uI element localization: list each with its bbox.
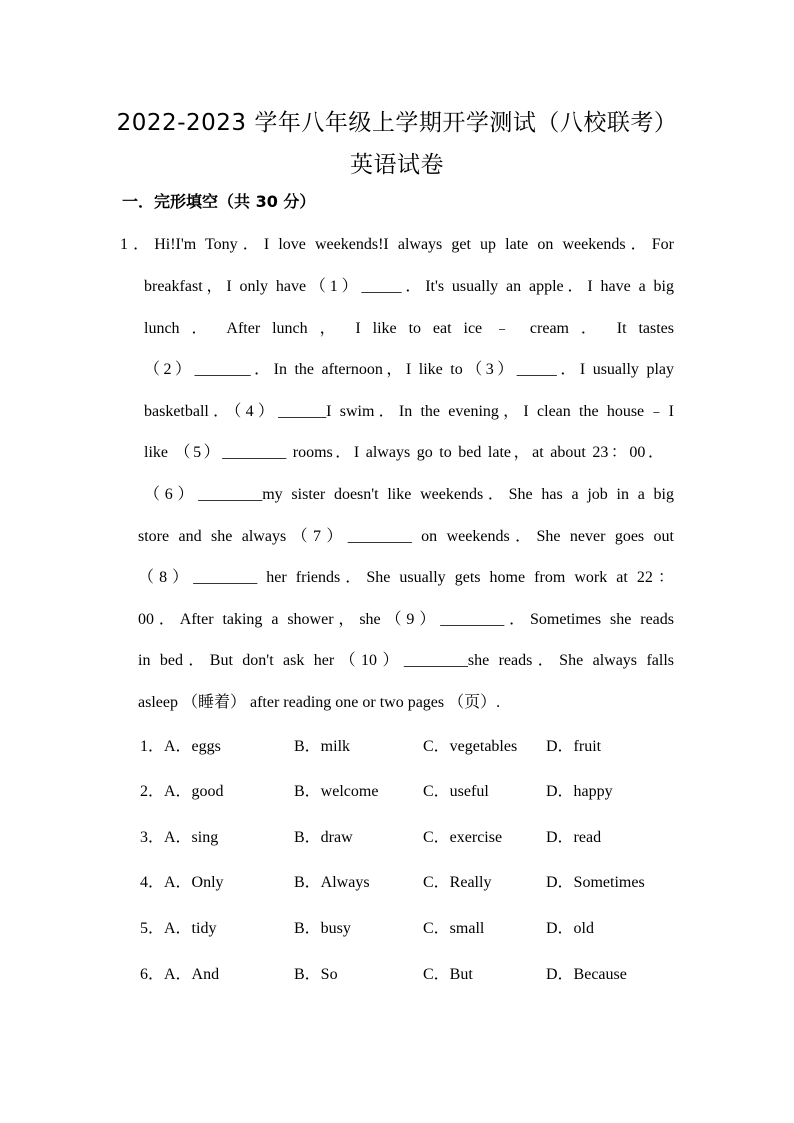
option-d: D．happy [546, 783, 613, 800]
passage-line: 00．After taking a shower，she（9）________．Sometimes she reads [138, 611, 674, 628]
option-b: B．So [294, 966, 338, 983]
question-number: 1． [140, 738, 165, 755]
passage-line: store and she always（7）________ on weekends．She never goes out [138, 528, 674, 545]
question-number: 5． [140, 920, 165, 937]
option-a: A．eggs [164, 738, 221, 755]
option-a: A．sing [164, 829, 219, 846]
passage-line: like （5）________ rooms．I always go to bed late，at about 23：00． [144, 444, 664, 461]
option-b: B．welcome [294, 783, 379, 800]
section-heading: 一．完形填空（共 30 分） [122, 192, 316, 211]
question-number: 6． [140, 966, 165, 983]
passage-line: in bed．But don't ask her（10）________she reads．She always falls [138, 652, 674, 669]
passage-line: 1．Hi!I'm Tony．I love weekends!I always get up late on weekends．For [120, 236, 674, 253]
option-c: C．But [423, 966, 473, 983]
exam-title: 2022-2023 学年八年级上学期开学测试（八校联考） [116, 110, 678, 136]
option-a: A．And [164, 966, 220, 983]
question-number: 3． [140, 829, 165, 846]
option-b: B．busy [294, 920, 351, 937]
option-d: D．fruit [546, 738, 602, 755]
option-c: C．vegetables [423, 738, 518, 755]
question-options [0, 961, 794, 985]
exam-subtitle: 英语试卷 [350, 152, 444, 178]
question-number: 4． [140, 874, 165, 891]
question-options [0, 733, 794, 757]
option-a: A．tidy [164, 920, 217, 937]
question-options [0, 915, 794, 939]
option-a: A．Only [164, 874, 224, 891]
passage-line: （8）________ her friends．She usually gets home from work at 22： [138, 569, 674, 586]
option-c: C．small [423, 920, 485, 937]
question-options [0, 869, 794, 893]
option-d: D．Sometimes [546, 874, 645, 891]
option-b: B．Always [294, 874, 370, 891]
passage-line: basketball．（4）______I swim．In the evening，I clean the house﹣I [144, 403, 674, 420]
option-c: C．Really [423, 874, 492, 891]
option-d: D．read [546, 829, 602, 846]
question-number: 2． [140, 783, 165, 800]
option-d: D．old [546, 920, 595, 937]
option-b: B．draw [294, 829, 353, 846]
question-options [0, 778, 794, 802]
passage-line: asleep （睡着） after reading one or two pages （页）. [138, 694, 501, 711]
option-d: D．Because [546, 966, 627, 983]
passage-line: breakfast，I only have（1）_____．It's usually an apple．I have a big [144, 278, 674, 295]
passage-line: （6）________my sister doesn't like weekends．She has a job in a big [144, 486, 674, 503]
question-options [0, 824, 794, 848]
passage-line: （2）_______．In the afternoon，I like to（3）_____．I usually play [144, 361, 674, 378]
option-b: B．milk [294, 738, 351, 755]
option-a: A．good [164, 783, 224, 800]
option-c: C．useful [423, 783, 489, 800]
passage-line: lunch ． After lunch ， I like to eat ice ﹣ cream ． It tastes [144, 320, 674, 337]
option-c: C．exercise [423, 829, 503, 846]
